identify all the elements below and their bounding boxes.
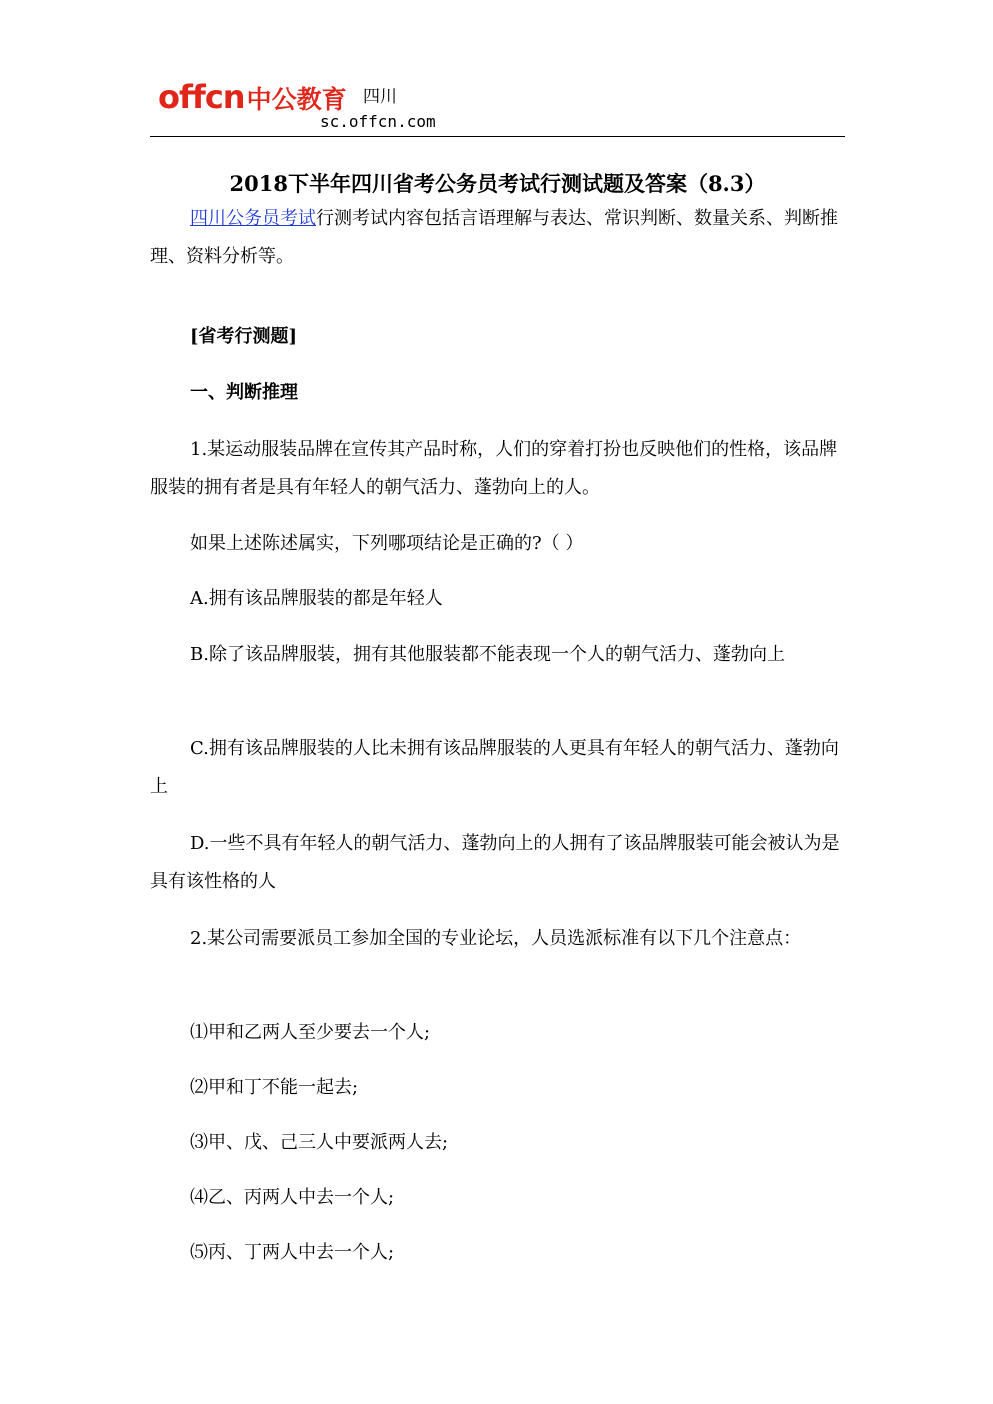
- section-tag: [省考行测题]: [190, 326, 298, 347]
- header-divider: [150, 136, 845, 137]
- condition-4: ⑷乙、丙两人中去一个人;: [190, 1187, 395, 1208]
- option-b: B.除了该品牌服装，拥有其他服装都不能表现一个人的朝气活力、蓬勃向上: [190, 644, 785, 665]
- option-d: D.一些不具有年轻人的朝气活力、蓬勃向上的人拥有了该品牌服装可能会被认为是具有该性格的人: [150, 833, 840, 892]
- option-a: A.拥有该品牌服装的都是年轻人: [190, 588, 443, 609]
- site-domain: sc.offcn.com: [320, 112, 436, 131]
- logo-offcn-text: offcn: [158, 78, 245, 116]
- region-label: 四川: [363, 87, 397, 107]
- logo-chinese-text: 中公教育: [246, 85, 347, 114]
- offcn-logo: [158, 78, 347, 118]
- page-header: [150, 68, 845, 138]
- exam-link[interactable]: 四川公务员考试: [190, 208, 316, 229]
- intro-paragraph: [150, 200, 845, 276]
- question-1-prompt: 如果上述陈述属实，下列哪项结论是正确的?（ ）: [190, 533, 584, 554]
- section-heading: 一、判断推理: [190, 382, 298, 403]
- condition-2: ⑵甲和丁不能一起去;: [190, 1077, 359, 1098]
- question-2-stem: 2.某公司需要派员工参加全国的专业论坛，人员选派标准有以下几个注意点：: [190, 928, 802, 949]
- document-title: 2018下半年四川省考公务员考试行测试题及答案（8.3）: [229, 171, 766, 196]
- condition-3: ⑶甲、戊、己三人中要派两人去;: [190, 1132, 449, 1153]
- intro-text: 行测考试内容包括言语理解与表达、常识判断、数量关系、判断推理、资料分析等。: [150, 208, 838, 267]
- question-1-stem: 1.某运动服装品牌在宣传其产品时称，人们的穿着打扮也反映他们的性格，该品牌服装的拥有者是具有年轻人的朝气活力、蓬勃向上的人。: [150, 439, 838, 498]
- condition-5: ⑸丙、丁两人中去一个人;: [190, 1242, 395, 1263]
- condition-1: ⑴甲和乙两人至少要去一个人;: [190, 1022, 431, 1043]
- option-c: C.拥有该品牌服装的人比未拥有该品牌服装的人更具有年轻人的朝气活力、蓬勃向上: [150, 738, 839, 797]
